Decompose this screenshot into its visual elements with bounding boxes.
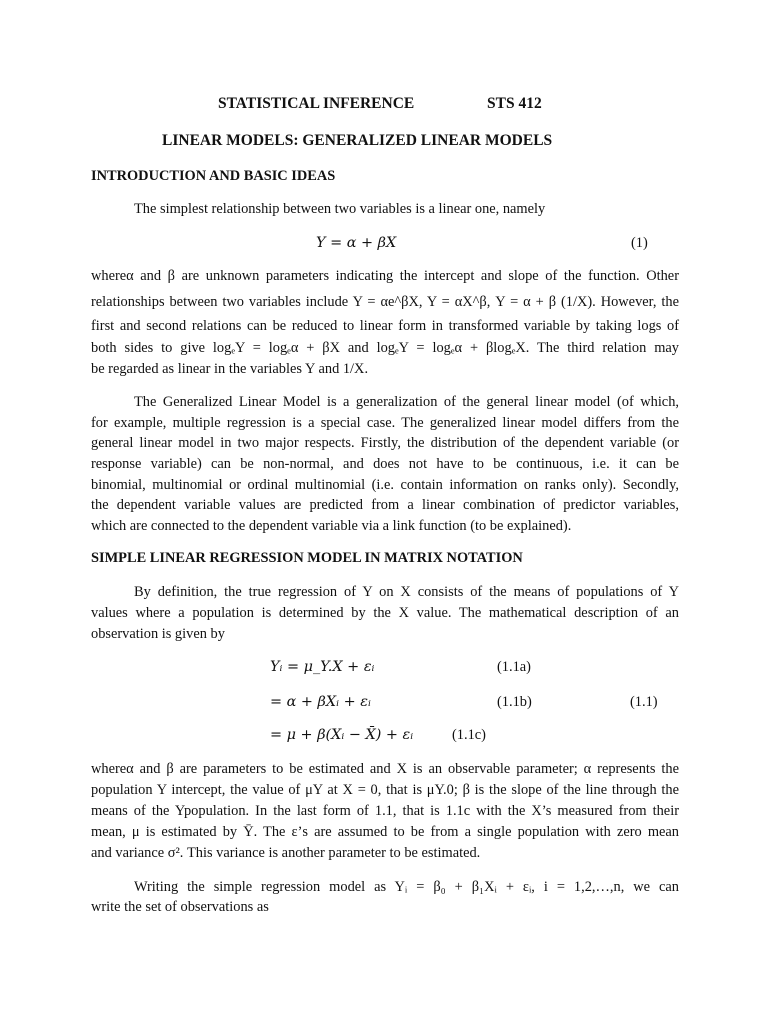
- equation-number: (1): [631, 235, 648, 251]
- paragraph-line: general linear model in two major respects. Firstly, the distribution of the dependent variable (or: [91, 435, 679, 451]
- paragraph-line: the dependent variable values are predicted from a linear combination of predictor variables,: [91, 497, 679, 513]
- paragraph-line: both sides to give logₑY = logₑα + βX and logₑY = logₑα + βlogₑX. The third relation may: [91, 340, 679, 356]
- equation-1-1b: = α + βXᵢ + εᵢ: [270, 694, 371, 710]
- paragraph-line: be regarded as linear in the variables Y and 1/X.: [91, 361, 369, 377]
- equation-number: (1.1b): [497, 694, 532, 710]
- paragraph-line: population Y intercept, the value of μY at X = 0, that is μY.0; β is the slope of the line through the: [91, 782, 679, 798]
- paragraph-line: The Generalized Linear Model is a generalization of the general linear model (of which,: [134, 394, 679, 410]
- main-title: LINEAR MODELS: GENERALIZED LINEAR MODELS: [162, 132, 553, 149]
- paragraph-line: for example, multiple regression is a special case. The generalized linear model differs from the: [91, 415, 679, 431]
- paragraph-line: relationships between two variables include Y = αe^βX, Y = αX^β, Y = α + β (1/X). However, the: [91, 294, 679, 310]
- paragraph-line: binomial, multinomial or ordinal multinomial (i.e. contain information on ranks only). Secondly,: [91, 477, 679, 493]
- paragraph-line: means of the Ypopulation. In the last form of 1.1, that is 1.1c with the X’s measured from their: [91, 803, 679, 819]
- equation-1-1c: = μ + β(Xᵢ − X̄) + εᵢ: [270, 727, 414, 743]
- paragraph-line: first and second relations can be reduced to linear form in transformed variable by taking logs of: [91, 318, 679, 334]
- paragraph-line: The simplest relationship between two variables is a linear one, namely: [134, 201, 546, 217]
- paragraph-line: whereα and β are unknown parameters indicating the intercept and slope of the function. Other: [91, 268, 679, 284]
- paragraph-line: write the set of observations as: [91, 899, 269, 915]
- paragraph-line: observation is given by: [91, 626, 225, 642]
- paragraph-line: which are connected to the dependent variable via a link function (to be explained).: [91, 518, 572, 534]
- paragraph-line: response variable) can be non-normal, and does not have to be continuous, i.e. it can be: [91, 456, 679, 472]
- equation-group-number: (1.1): [630, 694, 658, 710]
- paragraph-line: and variance σ². This variance is another parameter to be estimated.: [91, 845, 481, 861]
- paragraph-line: mean, μ is estimated by Ȳ. The ε’s are assumed to be from a single population with zero mean: [91, 824, 679, 840]
- paragraph-line: whereα and β are parameters to be estimated and X is an observable parameter; α represents the: [91, 761, 679, 777]
- equation-number: (1.1c): [452, 727, 486, 743]
- equation-number: (1.1a): [497, 659, 531, 675]
- equation-1: Y = α + βX: [316, 235, 397, 251]
- section-heading-matrix: SIMPLE LINEAR REGRESSION MODEL IN MATRIX NOTATION: [91, 550, 523, 566]
- paragraph-line: By definition, the true regression of Y on X consists of the means of populations of Y: [134, 584, 679, 600]
- paragraph-line: values where a population is determined by the X value. The mathematical description of an: [91, 605, 679, 621]
- course-code: STS 412: [487, 95, 542, 112]
- course-title: STATISTICAL INFERENCE: [218, 95, 415, 112]
- paragraph-line: Writing the simple regression model as Yᵢ = β₀ + β₁Xᵢ + εᵢ, i = 1,2,…,n, we can: [134, 879, 679, 895]
- section-heading-intro: INTRODUCTION AND BASIC IDEAS: [91, 168, 336, 184]
- equation-1-1a: Yᵢ = μ_Y.X + εᵢ: [270, 659, 375, 675]
